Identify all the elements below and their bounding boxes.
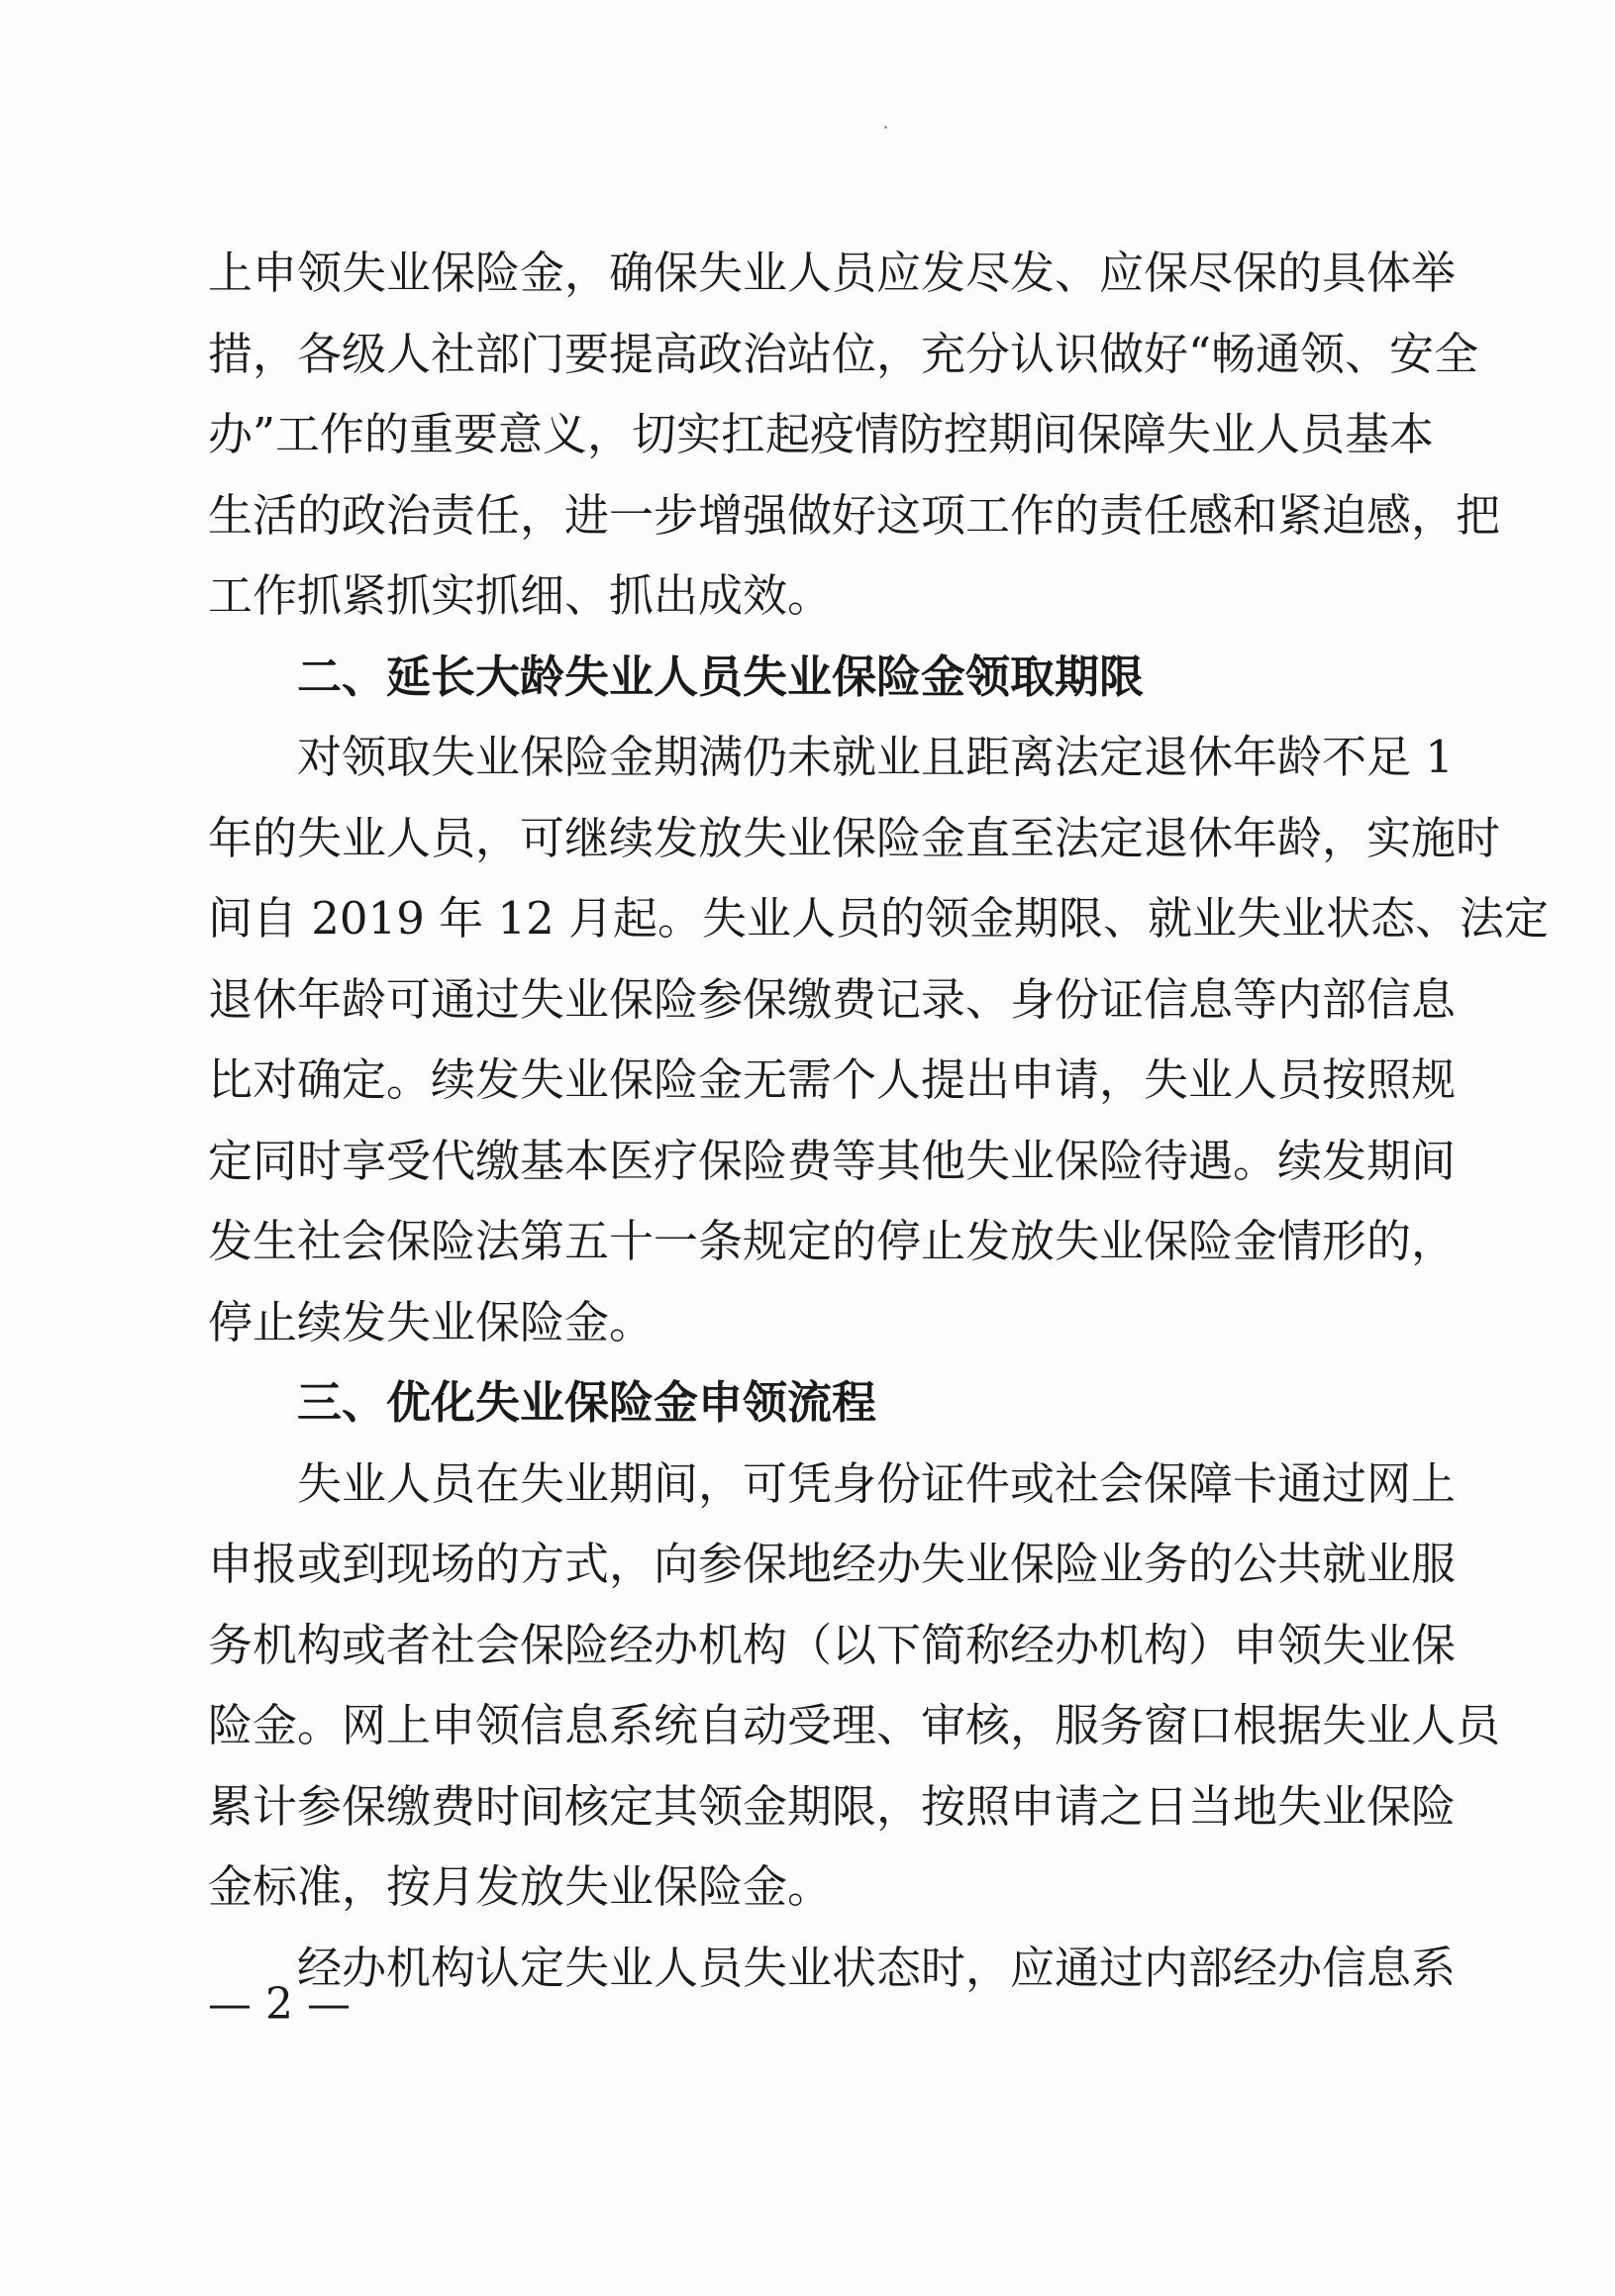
body-line: 办”工作的重要意义，切实扛起疫情防控期间保障失业人员基本 <box>208 408 1435 460</box>
section-heading: 二、延长大龄失业人员失业保险金领取期限 <box>297 649 1145 703</box>
body-line: 生活的政治责任，进一步增强做好这项工作的责任感和紧迫感，把 <box>208 488 1501 542</box>
section-heading: 三、优化失业保险金申领流程 <box>297 1376 877 1429</box>
body-line: 失业人员在失业期间，可凭身份证件或社会保障卡通过网上 <box>297 1456 1457 1510</box>
body-line: 发生社会保险法第五十一条规定的停止发放失业保险金情形的， <box>208 1215 1457 1267</box>
body-line: 定同时享受代缴基本医疗保险费等其他失业保险待遇。续发期间 <box>208 1134 1457 1187</box>
body-line: 间自 2019 年 12 月起。失业人员的领金期限、就业失业状态、法定 <box>208 892 1550 945</box>
body-line: 年的失业人员，可继续发放失业保险金直至法定退休年龄，实施时 <box>208 811 1501 864</box>
body-line: 对领取失业保险金期满仍未就业且距离法定退休年龄不足 1 <box>297 731 1454 783</box>
page-number: — 2 — <box>208 1979 351 2030</box>
body-line: 金标准，按月发放失业保险金。 <box>208 1860 833 1913</box>
body-line: 累计参保缴费时间核定其领金期限，按照申请之日当地失业保险 <box>208 1779 1457 1833</box>
body-line: 停止续发失业保险金。 <box>208 1295 655 1348</box>
scan-speck <box>884 126 887 129</box>
body-line: 比对确定。续发失业保险金无需个人提出申请，失业人员按照规 <box>208 1053 1457 1106</box>
body-line: 工作抓紧抓实抓细、抓出成效。 <box>208 569 833 622</box>
body-line: 退休年龄可通过失业保险参保缴费记录、身份证信息等内部信息 <box>208 972 1457 1026</box>
body-line: 经办机构认定失业人员失业状态时，应通过内部经办信息系 <box>297 1941 1457 1994</box>
body-line: 上申领失业保险金，确保失业人员应发尽发、应保尽保的具体举 <box>208 247 1457 299</box>
body-line: 申报或到现场的方式，向参保地经办失业保险业务的公共就业服 <box>208 1538 1457 1590</box>
document-body <box>208 233 1550 2008</box>
body-line: 措，各级人社部门要提高政治站位，充分认识做好“畅通领、安全 <box>208 327 1479 380</box>
body-line: 务机构或者社会保险经办机构（以下简称经办机构）申领失业保 <box>208 1618 1457 1671</box>
body-line: 险金。网上申领信息系统自动受理、审核，服务窗口根据失业人员 <box>208 1699 1501 1751</box>
